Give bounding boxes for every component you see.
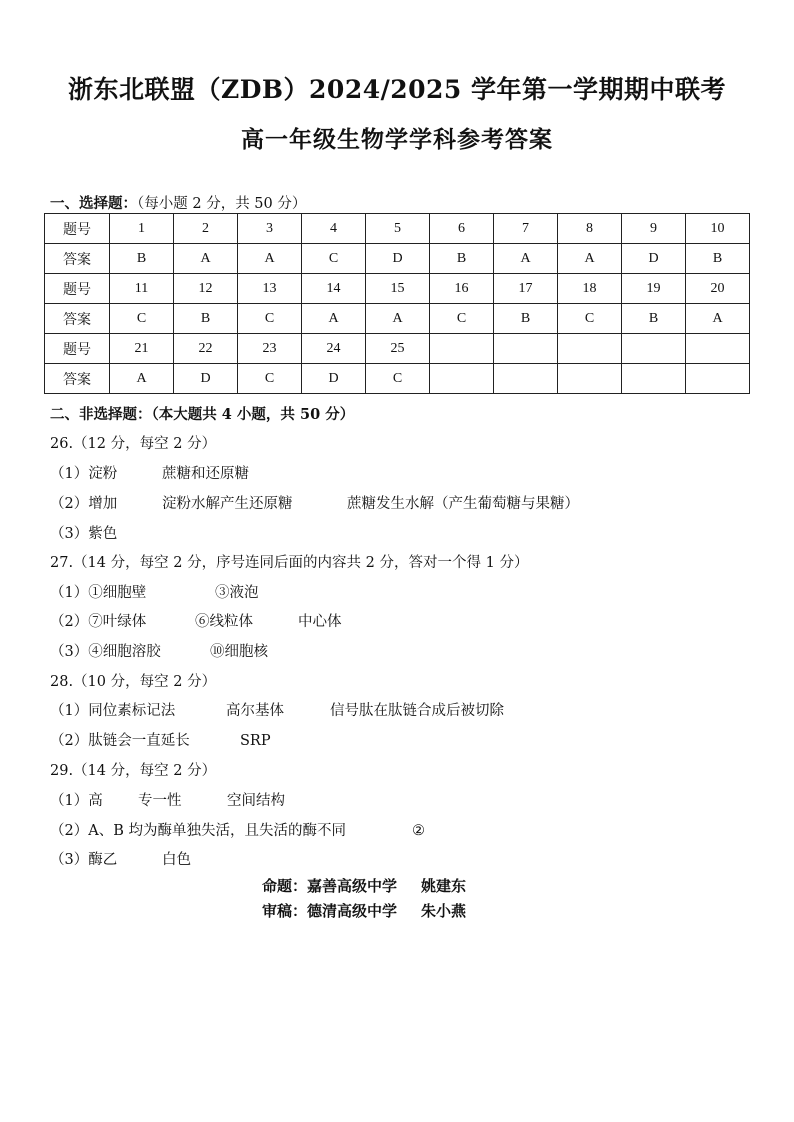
table-cell: A <box>558 244 622 274</box>
table-cell: 5 <box>366 214 430 244</box>
document-title: 浙东北联盟（ZDB）2024/2025 学年第一学期期中联考 <box>67 75 727 104</box>
table-cell: 12 <box>174 274 238 304</box>
answer-blank: ② <box>412 823 425 839</box>
answer-blank: 白色 <box>162 852 191 868</box>
table-cell: A <box>686 304 750 334</box>
answer-blank: （2）⑦叶绿体 <box>50 614 147 630</box>
table-cell: 1 <box>110 214 174 244</box>
reviewer-credit <box>262 900 466 921</box>
table-cell <box>686 334 750 364</box>
table-cell: 13 <box>238 274 302 304</box>
answer-blank: ⑥线粒体 <box>195 614 253 630</box>
answer-blank: （3）④细胞溶胶 <box>50 644 161 660</box>
table-cell: 19 <box>622 274 686 304</box>
table-cell <box>494 334 558 364</box>
table-cell: B <box>430 244 494 274</box>
answer-blank: （3）紫色 <box>50 526 118 542</box>
table-cell: 25 <box>366 334 430 364</box>
document-subtitle: 高一年级生物学学科参考答案 <box>241 126 553 153</box>
table-cell <box>494 364 558 394</box>
table-row <box>45 244 750 274</box>
section-2-heading: 二、非选择题：（本大题共 4 小题，共 50 分） <box>50 406 355 423</box>
q27-heading: 27.（14 分，每空 2 分，序号连同后面的内容共 2 分，答对一个得 1 分） <box>50 555 529 571</box>
table-cell: 2 <box>174 214 238 244</box>
table-row <box>45 364 750 394</box>
reviewer-label: 审稿： <box>262 902 308 920</box>
table-cell: 17 <box>494 274 558 304</box>
table-row <box>45 334 750 364</box>
table-cell: 21 <box>110 334 174 364</box>
row-label: 题号 <box>45 214 110 244</box>
q29-heading: 29.（14 分，每空 2 分） <box>50 763 217 779</box>
answer-blank: （1）同位素标记法 <box>50 703 176 719</box>
q29-answer-line <box>50 789 285 810</box>
reviewer-name: 朱小燕 <box>421 902 467 920</box>
table-cell <box>430 334 494 364</box>
table-cell: 8 <box>558 214 622 244</box>
table-cell: 7 <box>494 214 558 244</box>
section-1-label: 一、选择题： <box>50 195 137 212</box>
q29-answer-line <box>50 819 425 840</box>
table-cell: B <box>686 244 750 274</box>
table-cell: A <box>174 244 238 274</box>
table-cell: 4 <box>302 214 366 244</box>
answer-blank: 高尔基体 <box>226 703 284 719</box>
table-cell: 3 <box>238 214 302 244</box>
q28-heading: 28.（10 分，每空 2 分） <box>50 674 217 690</box>
table-cell: D <box>302 364 366 394</box>
answer-blank: ③液泡 <box>215 585 259 601</box>
table-cell <box>558 334 622 364</box>
table-cell: B <box>110 244 174 274</box>
table-cell: 11 <box>110 274 174 304</box>
table-cell: D <box>622 244 686 274</box>
answer-blank: SRP <box>240 733 271 749</box>
answer-blank: （2）增加 <box>50 496 118 512</box>
table-cell: 10 <box>686 214 750 244</box>
q29-answer-line <box>50 848 191 869</box>
table-cell: 14 <box>302 274 366 304</box>
table-cell: C <box>366 364 430 394</box>
answer-blank: （3）酶乙 <box>50 852 118 868</box>
table-cell: 16 <box>430 274 494 304</box>
q28-answer-line <box>50 699 504 720</box>
answer-blank: 中心体 <box>298 614 342 630</box>
table-cell <box>622 364 686 394</box>
table-cell: A <box>366 304 430 334</box>
author-school: 嘉善高级中学 <box>307 877 398 895</box>
table-cell <box>686 364 750 394</box>
table-row <box>45 304 750 334</box>
table-cell: 18 <box>558 274 622 304</box>
table-cell: 24 <box>302 334 366 364</box>
table-cell: D <box>174 364 238 394</box>
table-cell: A <box>302 304 366 334</box>
q26-answer-line <box>50 462 249 483</box>
table-cell: C <box>302 244 366 274</box>
table-row <box>45 274 750 304</box>
table-cell <box>558 364 622 394</box>
table-cell: 9 <box>622 214 686 244</box>
answer-blank: （2）肽链会一直延长 <box>50 733 190 749</box>
table-cell: 15 <box>366 274 430 304</box>
answer-blank: 信号肽在肽链合成后被切除 <box>330 703 504 719</box>
section-1-heading <box>50 192 306 213</box>
q27-answer-line <box>50 640 268 661</box>
q26-answer-line <box>50 522 117 543</box>
answer-blank: （1）淀粉 <box>50 466 118 482</box>
answer-blank: （1）高 <box>50 793 103 809</box>
q27-answer-line <box>50 610 342 631</box>
table-cell: 20 <box>686 274 750 304</box>
table-cell: B <box>494 304 558 334</box>
table-row <box>45 214 750 244</box>
q26-heading: 26.（12 分，每空 2 分） <box>50 436 217 452</box>
answer-blank: 蔗糖和还原糖 <box>162 466 249 482</box>
table-cell: D <box>366 244 430 274</box>
table-cell: B <box>174 304 238 334</box>
q26-answer-line <box>50 492 579 513</box>
row-label: 答案 <box>45 244 110 274</box>
author-credit <box>262 875 466 896</box>
answer-blank: 淀粉水解产生还原糖 <box>162 496 293 512</box>
answer-blank: 专一性 <box>138 793 182 809</box>
answer-blank: （1）①细胞壁 <box>50 585 147 601</box>
reviewer-school: 德清高级中学 <box>307 902 398 920</box>
answer-blank: 空间结构 <box>227 793 285 809</box>
table-cell: A <box>238 244 302 274</box>
table-cell: A <box>110 364 174 394</box>
table-cell: C <box>238 304 302 334</box>
table-cell <box>430 364 494 394</box>
table-cell <box>622 334 686 364</box>
table-cell: 6 <box>430 214 494 244</box>
table-cell: 23 <box>238 334 302 364</box>
table-cell: C <box>238 364 302 394</box>
table-cell: C <box>110 304 174 334</box>
answer-blank: 蔗糖发生水解（产生葡萄糖与果糖） <box>347 496 579 512</box>
author-name: 姚建东 <box>421 877 467 895</box>
row-label: 题号 <box>45 334 110 364</box>
table-cell: A <box>494 244 558 274</box>
answer-table <box>44 213 750 394</box>
row-label: 答案 <box>45 304 110 334</box>
q27-answer-line <box>50 581 259 602</box>
section-1-note: （每小题 2 分，共 50 分） <box>137 196 307 212</box>
answer-blank: ⑩细胞核 <box>210 644 268 660</box>
row-label: 答案 <box>45 364 110 394</box>
answer-blank: （2）A、B 均为酶单独失活，且失活的酶不同 <box>50 823 346 839</box>
row-label: 题号 <box>45 274 110 304</box>
table-cell: B <box>622 304 686 334</box>
table-cell: C <box>558 304 622 334</box>
q28-answer-line <box>50 729 271 750</box>
author-label: 命题： <box>262 877 308 895</box>
table-cell: 22 <box>174 334 238 364</box>
table-cell: C <box>430 304 494 334</box>
